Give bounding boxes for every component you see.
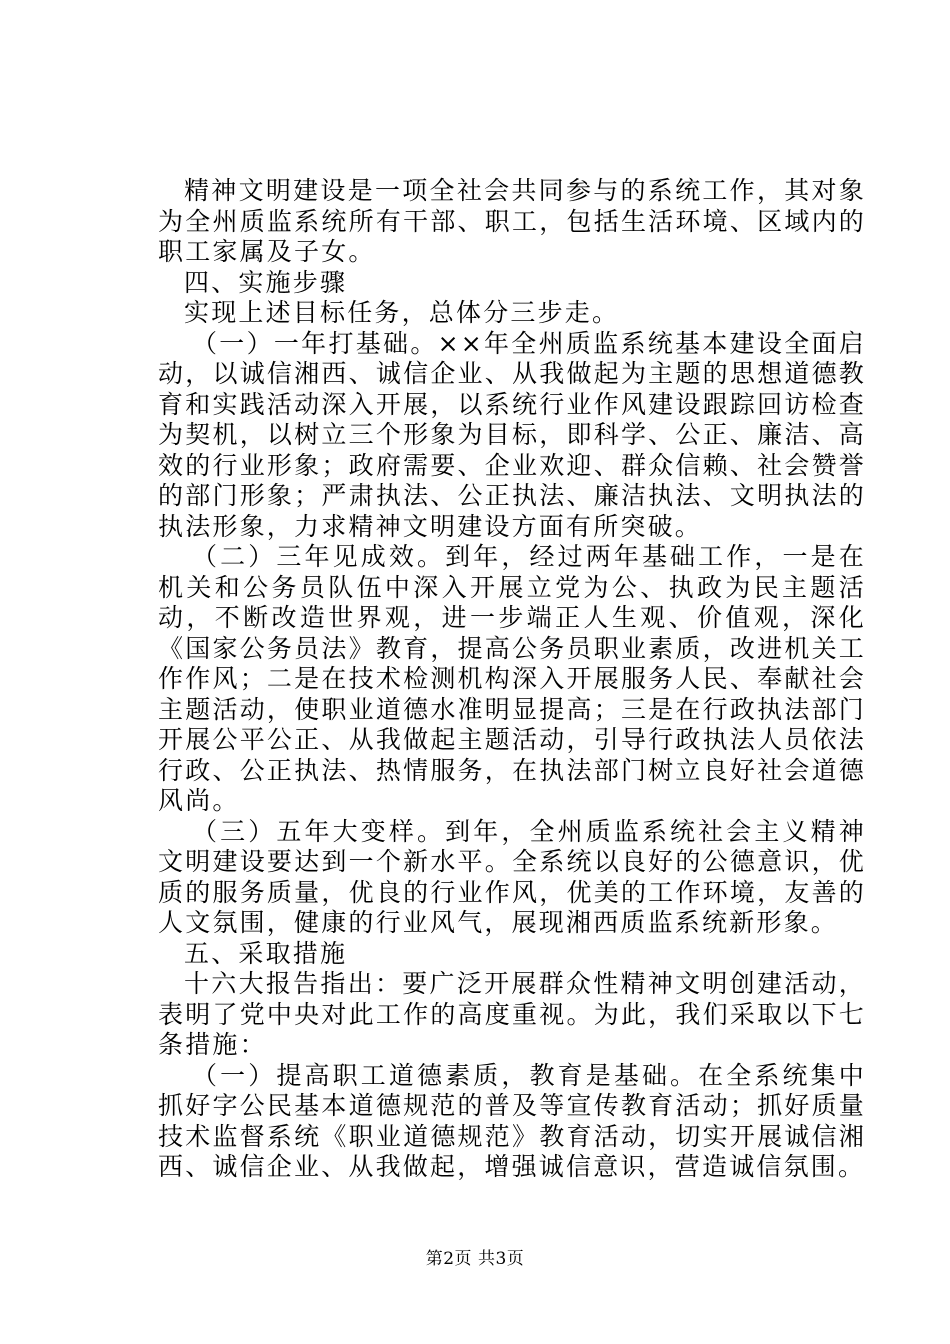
paragraph-three-steps-intro: 实现上述目标任务，总体分三步走。 — [184, 298, 620, 327]
heading-implementation-steps: 四、实施步骤 — [184, 267, 348, 297]
paragraph-step-two: （二）三年见成效。到年，经过两年基础工作，一是在机关和公务员队伍中深入开展立党为公、执政为民主题活动，不断改造世界观，进一步端正人生观、价值观，深化《国家公务员法》教育，提高公务员职业素质，改进机关工作作风；二是在技术检测机构深入开展服务人民、奉献社会主题活动，使职业道德水准明显提高；三是在行政执法部门开展公平公正、从我做起主题活动，引导行政执法人员依法行政、公正执法、热情服务，在执法部门树立良好社会道德风尚。 — [158, 542, 866, 815]
paragraph-measures-intro: 十六大报告指出：要广泛开展群众性精神文明创建活动，表明了党中央对此工作的高度重视。为此，我们采取以下七条措施： — [158, 969, 866, 1059]
heading-measures: 五、采取措施 — [184, 938, 348, 968]
paragraph-step-three: （三）五年大变样。到年，全州质监系统社会主义精神文明建设要达到一个新水平。全系统以良好的公德意识，优质的服务质量，优良的行业作风，优美的工作环境，友善的人文氛围，健康的行业风气，展现湘西质监系统新形象。 — [158, 816, 866, 937]
paragraph-step-one: （一）一年打基础。××年全州质监系统基本建设全面启动，以诚信湘西、诚信企业、从我做起为主题的思想道德教育和实践活动深入开展，以系统行业作风建设跟踪回访检查为契机，以树立三个形象为目标，即科学、公正、廉洁、高效的行业形象；政府需要、企业欢迎、群众信赖、社会赞誉的部门形象；严肃执法、公正执法、廉洁执法、文明执法的执法形象，力求精神文明建设方面有所突破。 — [158, 328, 866, 541]
paragraph-measure-one: （一）提高职工道德素质，教育是基础。在全系统集中抓好字公民基本道德规范的普及等宣传教育活动；抓好质量技术监督系统《职业道德规范》教育活动，切实开展诚信湘西、诚信企业、从我做起，增强诚信意识，营造诚信氛围。 — [158, 1060, 866, 1181]
document-body — [158, 176, 866, 1183]
paragraph-participants: 精神文明建设是一项全社会共同参与的系统工作，其对象为全州质监系统所有干部、职工，包括生活环境、区域内的职工家属及子女。 — [158, 176, 866, 266]
page-footer: 第2页 共3页 — [425, 1249, 525, 1269]
